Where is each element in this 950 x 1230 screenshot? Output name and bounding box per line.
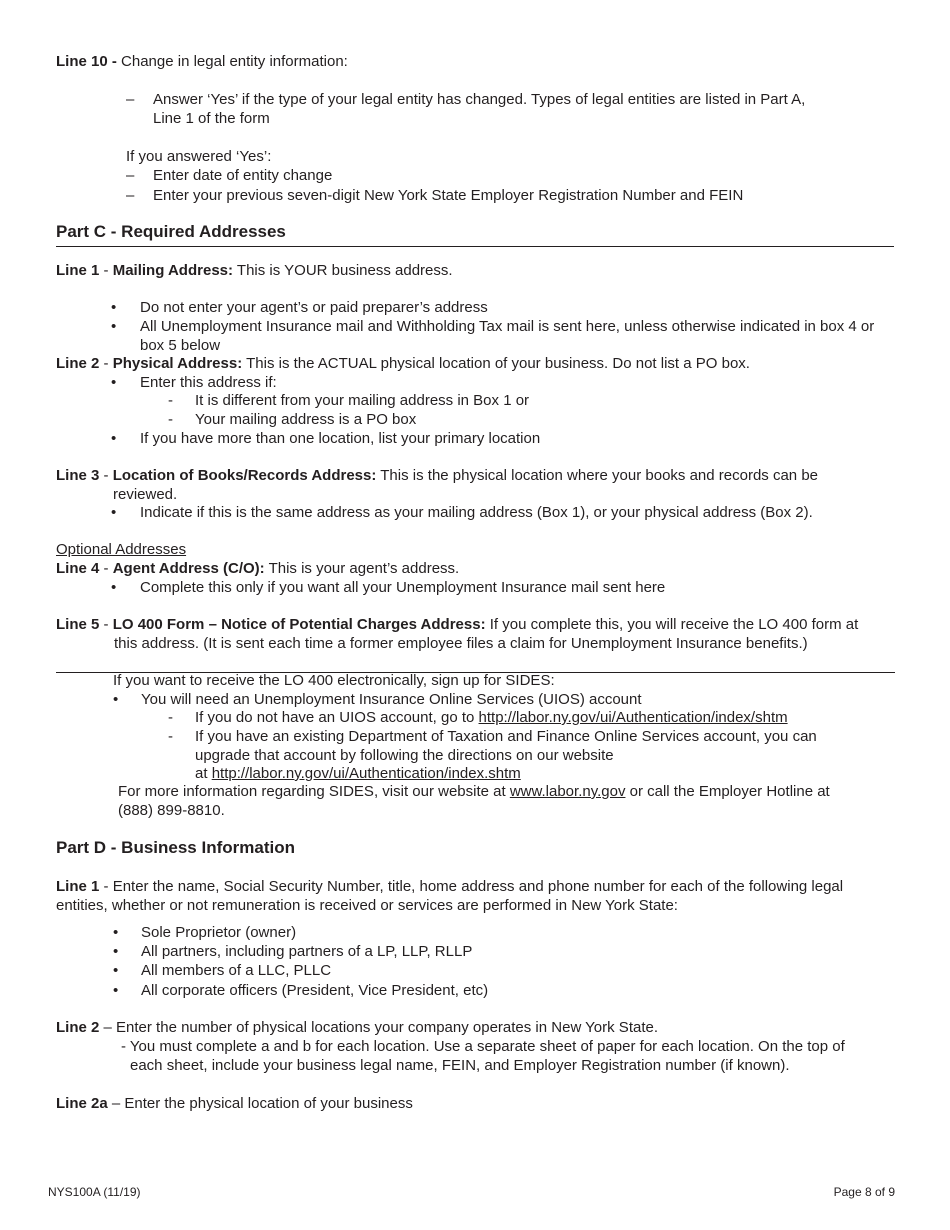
dash-bullet: – [126,91,135,108]
part-c-line1: Line 1 - Mailing Address: This is YOUR business address. [56,262,453,279]
labor-website-link[interactable]: www.labor.ny.gov [509,783,626,800]
part-c-line2-bullet2: If you have more than one location, list your primary location [140,430,541,447]
bullet: • [113,924,119,941]
part-d-line2: Line 2 – Enter the number of physical locations your company operates in New York State. [56,1019,659,1036]
bullet: • [111,374,117,391]
part-c-title: Part C - Required Addresses [56,222,286,241]
bullet: • [113,962,119,979]
bullet: • [111,579,117,596]
part-d-title: Part D - Business Information [56,838,295,857]
line10-bullet2: Enter date of entity change [153,167,333,184]
form-id: NYS100A (11/19) [48,1185,141,1199]
sides-bullet1: You will need an Unemployment Insurance Online Services (UIOS) account [141,691,642,708]
part-c-line4-bullet1: Complete this only if you want all your Unemployment Insurance mail sent here [140,579,666,596]
part-d-line2a: Line 2a – Enter the physical location of your business [56,1095,413,1112]
sides-sub1: If you do not have an UIOS account, go to http://labor.ny.gov/ui/Authentication/index/shtm [195,709,788,726]
sides-sub2-line1: If you have an existing Department of Taxation and Finance Online Services account, you can [195,728,817,745]
uios-link[interactable]: http://labor.ny.gov/ui/Authentication/index/shtm [478,709,788,726]
bullet: • [111,504,117,521]
bullet: • [113,982,119,999]
page-number: Page 8 of 9 [833,1185,895,1199]
part-c-line1-bullet1: Do not enter your agent’s or paid preparer’s address [140,299,488,316]
list-item: Sole Proprietor (owner) [141,924,297,941]
part-c-line5: Line 5 - LO 400 Form – Notice of Potential Charges Address: If you complete this, you will receive the LO 400 form at [56,616,859,633]
sides-phone: (888) 899-8810. [118,802,225,819]
dash-bullet: - [168,709,173,726]
dash-bullet: – [126,187,135,204]
dash-bullet: – [126,167,135,184]
part-d-line1: Line 1 - Enter the name, Social Security Number, title, home address and phone number for each of the following legal [56,878,844,895]
part-d-line2-sub1-cont: each sheet, include your business legal name, FEIN, and Employer Registration number (if known). [130,1057,790,1074]
part-c-line2-sub2: Your mailing address is a PO box [195,411,417,428]
part-d-line1-cont: entities, whether or not remuneration is received or services are performed in New York State: [56,897,678,914]
part-c-line2: Line 2 - Physical Address: This is the ACTUAL physical location of your business. Do not list a PO box. [56,355,750,372]
line10-bullet1-cont: Line 1 of the form [153,110,270,127]
dash-bullet: - [168,411,173,428]
list-item: All partners, including partners of a LP, LLP, RLLP [141,943,473,960]
part-c-line3-cont: reviewed. [113,486,178,503]
list-item: All members of a LLC, PLLC [141,962,332,979]
dash-bullet: - [168,392,173,409]
line10-bullet3: Enter your previous seven-digit New York State Employer Registration Number and FEIN [153,187,744,204]
line10-if-yes: If you answered ‘Yes’: [126,148,272,165]
sides-sub2-line3: at http://labor.ny.gov/ui/Authentication/index.shtm [195,765,521,782]
part-c-line2-sub1: It is different from your mailing address in Box 1 or [195,392,530,409]
part-c-line5-cont: this address. (It is sent each time a former employee files a claim for Unemployment Insurance benefits.) [114,635,808,652]
line10-heading: Line 10 - Change in legal entity information: [56,53,348,70]
bullet: • [113,691,119,708]
bullet: • [111,299,117,316]
optional-addresses-heading: Optional Addresses [56,541,187,558]
dash-bullet: - [168,728,173,745]
line10-bullet1: Answer ‘Yes’ if the type of your legal entity has changed. Types of legal entities are listed in Part A, [153,91,806,108]
part-c-line3: Line 3 - Location of Books/Records Address: This is the physical location where your books and records can be [56,467,818,484]
bullet: • [111,430,117,447]
part-d-line2-sub1: - You must complete a and b for each location. Use a separate sheet of paper for each location. On the top of [121,1038,845,1055]
bullet: • [113,943,119,960]
part-c-line4: Line 4 - Agent Address (C/O): This is your agent’s address. [56,560,460,577]
part-c-line1-bullet2: All Unemployment Insurance mail and Withholding Tax mail is sent here, unless otherwise indicated in box 4 or [140,318,875,335]
sides-intro: If you want to receive the LO 400 electronically, sign up for SIDES: [113,672,555,689]
uios-upgrade-link[interactable]: http://labor.ny.gov/ui/Authentication/index.shtm [211,765,521,782]
bullet: • [111,318,117,335]
divider [56,246,894,247]
sides-more-info: For more information regarding SIDES, visit our website at www.labor.ny.gov or call the Employer Hotline at [118,783,830,800]
part-c-line2-bullet1: Enter this address if: [140,374,277,391]
list-item: All corporate officers (President, Vice President, etc) [141,982,489,999]
sides-sub2-line2: upgrade that account by following the directions on our website [195,747,614,764]
part-c-line3-bullet1: Indicate if this is the same address as your mailing address (Box 1), or your physical address (Box 2). [140,504,813,521]
part-c-line1-bullet2-cont: box 5 below [140,337,221,354]
